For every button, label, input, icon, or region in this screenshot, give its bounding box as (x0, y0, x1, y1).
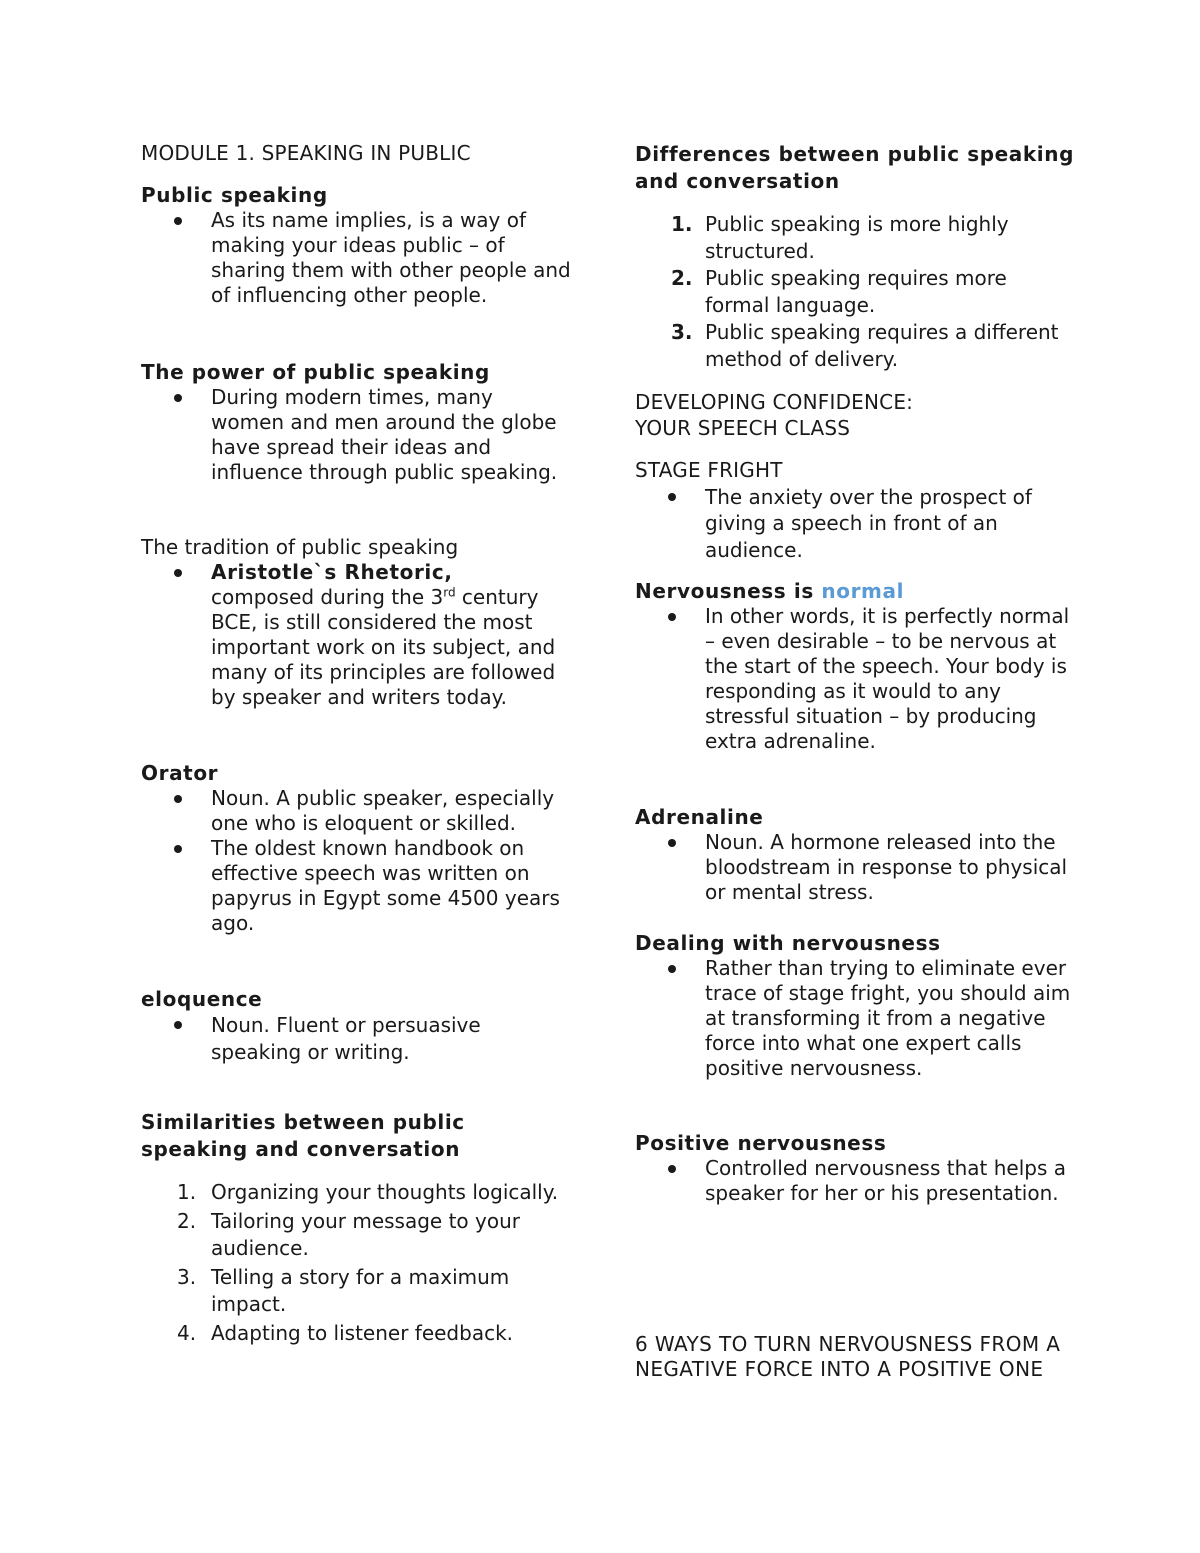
item-text: Public speaking requires a different method of delivery. (705, 320, 1059, 371)
item-text: Organizing your thoughts logically. (211, 1180, 559, 1204)
bullet-text: Noun. A hormone released into the bloodstream in response to physical or mental stress. (705, 830, 1068, 904)
section-power (141, 360, 571, 485)
bullet-text: Noun. A public speaker, especially one who is eloquent or skilled. (211, 786, 555, 835)
section-differences (635, 141, 1075, 373)
section-six-ways (635, 1332, 1075, 1382)
list-item: 3. Telling a story for a maximum impact. (177, 1265, 510, 1316)
bullet-text: The anxiety over the prospect of giving a speech in front of an audience. (705, 484, 1032, 562)
section-dealing (635, 931, 1075, 1081)
list-item (635, 830, 1075, 905)
section-public-speaking (141, 183, 571, 308)
module-title: MODULE 1. SPEAKING IN PUBLIC (141, 141, 471, 165)
list-item: 4. Adapting to listener feedback. (177, 1321, 514, 1345)
list-item (141, 786, 571, 836)
item-text: Adapting to listener feedback. (211, 1321, 514, 1345)
section-heading: STAGE FRIGHT (635, 458, 783, 482)
section-developing (635, 389, 1075, 441)
section-positive (635, 1131, 1075, 1206)
heading-prefix: Nervousness is (635, 579, 814, 603)
bullet-text-cont: century BCE, is still considered the most important work on its subject, and many of its principles are followed by speaker and writers today. (211, 585, 556, 709)
list-item (141, 836, 571, 936)
bullet-icon (174, 1021, 182, 1029)
list-item (141, 560, 571, 710)
bullet-text: Noun. Fluent or persuasive speaking or writing. (211, 1013, 481, 1064)
bullet-icon (668, 1165, 676, 1173)
section-heading: Positive nervousness (635, 1131, 887, 1155)
item-text: Telling a story for a maximum impact. (211, 1265, 510, 1316)
bullet-text: As its name implies, is a way of making your ideas public – of sharing them with other people and of influencing other people. (211, 208, 571, 307)
bullet-text: During modern times, many women and men around the globe have spread their ideas and influence through public speaking. (211, 385, 558, 484)
developing-line2: YOUR SPEECH CLASS (635, 416, 851, 440)
section-eloquence (141, 987, 571, 1066)
section-heading: eloquence (141, 987, 263, 1011)
list-item: 2. Tailoring your message to your audience. (177, 1209, 520, 1260)
list-item: 3. Public speaking requires a different method of delivery. (671, 320, 1059, 371)
developing-line1: DEVELOPING CONFIDENCE: (635, 390, 914, 414)
list-item (141, 208, 571, 308)
list-item (635, 604, 1075, 754)
list-item (635, 1156, 1075, 1206)
section-heading: Differences between public speaking and conversation (635, 142, 1075, 193)
section-heading: Orator (141, 761, 219, 785)
list-item (635, 956, 1075, 1081)
section-stage-fright (635, 457, 1075, 563)
bullet-text: In other words, it is perfectly normal – even desirable – to be nervous at the start of the speech. Your body is responding as it would to any stressful situation – by producing extra adrenaline. (705, 604, 1070, 753)
bullet-icon (174, 569, 182, 577)
bullet-text: Controlled nervousness that helps a speaker for her or his presentation. (705, 1156, 1066, 1205)
bullet-text: composed during the 3 (211, 585, 444, 609)
section-orator (141, 761, 571, 936)
section-heading: Adrenaline (635, 805, 764, 829)
section-adrenaline (635, 805, 1075, 905)
section-tradition (141, 535, 571, 710)
list-item (141, 1012, 571, 1066)
list-item (141, 385, 571, 485)
bullet-text: Rather than trying to eliminate ever trace of stage fright, you should aim at transforming it from a negative force into what one expert calls positive nervousness. (705, 956, 1071, 1080)
item-text: Tailoring your message to your audience. (211, 1209, 520, 1260)
bullet-icon (174, 217, 182, 225)
list-item: 1. Public speaking is more highly structured. (671, 212, 1009, 263)
item-text: Public speaking is more highly structured. (705, 212, 1009, 263)
list-item: 2. Public speaking requires more formal language. (671, 266, 1007, 317)
bold-lead: Aristotle`s Rhetoric, (211, 560, 453, 584)
bullet-icon (668, 493, 676, 501)
bullet-icon (174, 394, 182, 402)
section-heading: Public speaking (141, 183, 328, 207)
section-heading (635, 579, 1075, 604)
section-heading: 6 WAYS TO TURN NERVOUSNESS FROM A NEGATIVE FORCE INTO A POSITIVE ONE (635, 1332, 1061, 1381)
bullet-icon (668, 839, 676, 847)
section-heading: Dealing with nervousness (635, 931, 941, 955)
bullet-text: The oldest known handbook on effective speech was written on papyrus in Egypt some 4500 years ago. (211, 836, 560, 935)
section-heading: The tradition of public speaking (141, 535, 459, 559)
bullet-icon (668, 965, 676, 973)
bullet-icon (174, 845, 182, 853)
section-nervousness (635, 579, 1075, 754)
list-item: 1. Organizing your thoughts logically. (177, 1180, 559, 1204)
section-heading: The power of public speaking (141, 360, 490, 384)
heading-highlight: normal (821, 579, 905, 603)
bullet-icon (668, 613, 676, 621)
item-text: Public speaking requires more formal language. (705, 266, 1007, 317)
section-similarities (141, 1109, 571, 1349)
bullet-icon (174, 795, 182, 803)
superscript: rd (443, 585, 456, 600)
list-item (635, 484, 1075, 564)
section-heading: Similarities between public speaking and conversation (141, 1110, 465, 1161)
